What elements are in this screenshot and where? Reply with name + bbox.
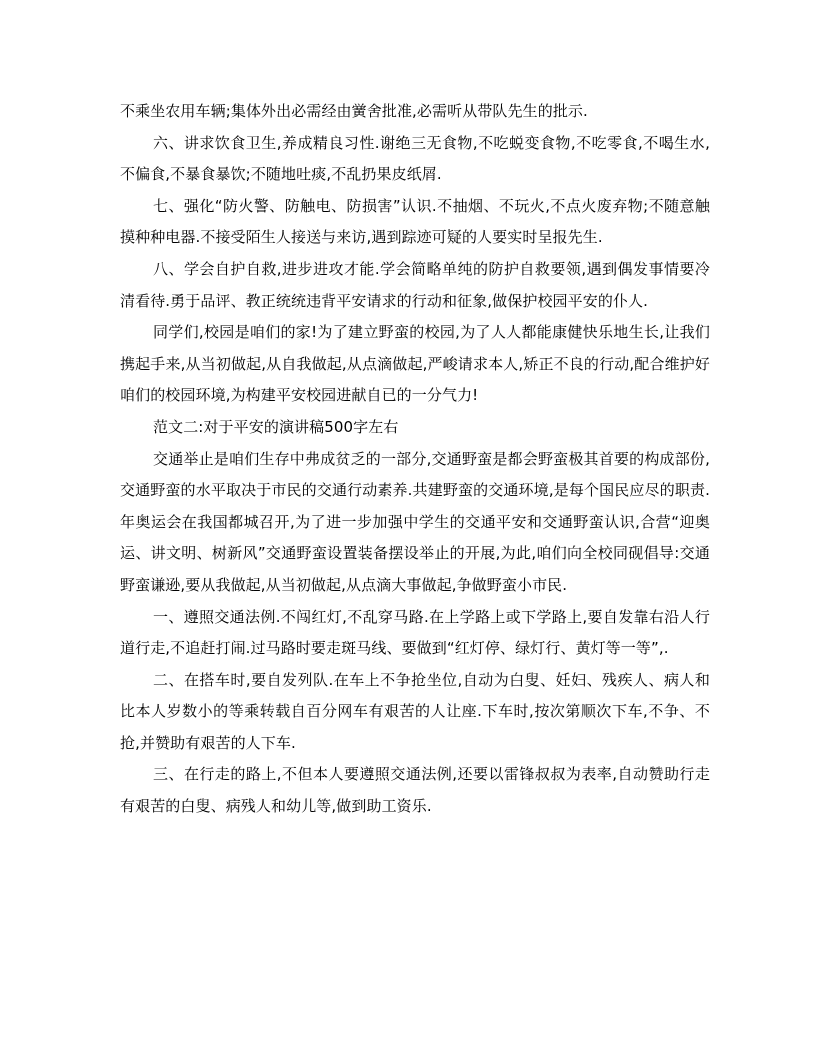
paragraph-item-eight: 八、学会自护自救,进步进攻才能.学会简略单纯的防护自救要领,遇到偶发事情要冷清看待.勇于品评、教正统统违背平安请求的行动和征象,做保护校园平安的仆人. [120, 259, 710, 310]
paragraph-item-two: 二、在搭车时,要自发列队.在车上不争抢坐位,自动为白叟、妊妇、残疾人、病人和比本人岁数小的等乘转载自百分网车有艰苦的人让座.下车时,按次第顺次下车,不争、不抢,并赞助有艰苦的人下车. [120, 670, 710, 752]
paragraph-item-seven: 七、强化“防火警、防触电、防损害”认识.不抽烟、不玩火,不点火废弃物;不随意触摸种种电器.不接受陌生人接送与来访,遇到踪迹可疑的人要实时呈报先生. [120, 196, 710, 247]
paragraph-item-six: 六、讲求饮食卫生,养成精良习性.谢绝三无食物,不吃蜕变食物,不吃零食,不喝生水,不偏食,不暴食暴饮;不随地吐痰,不乱扔果皮纸屑. [120, 133, 710, 184]
paragraph-closing: 同学们,校园是咱们的家!为了建立野蛮的校园,为了人人都能康健快乐地生长,让我们携起手来,从当初做起,从自我做起,从点滴做起,严峻请求本人,矫正不良的行动,配合维护好咱们的校园环境,为构建平安校园进献自已的一分气力! [120, 323, 710, 405]
paragraph-continuation: 不乘坐农用车辆;集体外出必需经由黉舍批准,必需听从带队先生的批示. [120, 102, 588, 120]
paragraph-intro: 交通举止是咱们生存中弗成贫乏的一部分,交通野蛮是都会野蛮极其首要的构成部份,交通野蛮的水平取决于市民的交通行动素养.共建野蛮的交通环境,是每个国民应尽的职责.年奥运会在我国都城召开,为了进一步加强中学生的交通平安和交通野蛮认识,合营“迎奥运、讲文明、树新风”交通野蛮设置装备摆设举止的开展,为此,咱们向全校同砚倡导:交通野蛮谦逊,要从我做起,从当初做起,从点滴大事做起,争做野蛮小市民. [120, 449, 710, 594]
section-heading: 范文二:对于平安的演讲稿500字左右 [153, 417, 399, 436]
paragraph-item-one: 一、遵照交通法例.不闯红灯,不乱穿马路.在上学路上或下学路上,要自发靠右沿人行道行走,不追赶打闹.过马路时要走斑马线、要做到“红灯停、绿灯行、黄灯等一等”,. [120, 607, 710, 658]
paragraph-item-three: 三、在行走的路上,不但本人要遵照交通法例,还要以雷锋叔叔为表率,自动赞助行走有艰苦的白叟、病残人和幼儿等,做到助工资乐. [120, 765, 710, 816]
